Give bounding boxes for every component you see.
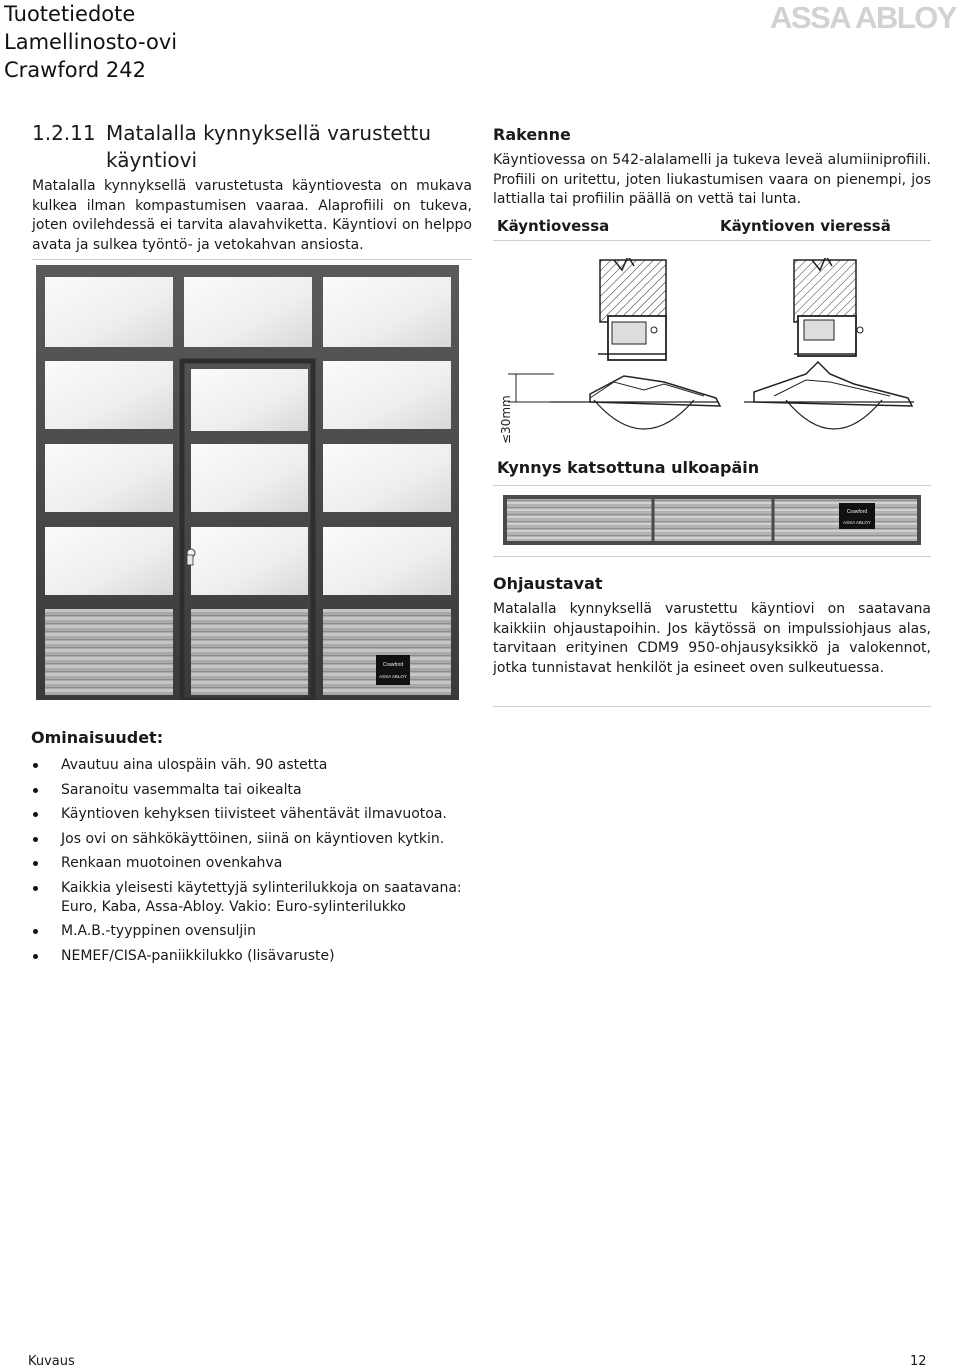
section-right xyxy=(744,258,914,429)
divider xyxy=(493,240,931,241)
glass-panel xyxy=(45,527,173,595)
document-header xyxy=(4,0,177,84)
threshold-cross-section-drawing xyxy=(494,258,934,448)
label-in-door: Käyntiovessa xyxy=(497,217,610,235)
list-item: Kaikkia yleisesti käytettyjä sylinterilukkoja on saatavana: Euro, Kaba, Assa-Abloy. Vakio: Euro-sylinterilukko xyxy=(31,879,491,917)
divider xyxy=(493,485,931,486)
badge-sub-text: ASSA ABLOY xyxy=(843,520,871,525)
brand-logo: ASSA ABLOY xyxy=(770,0,956,35)
brand-badge xyxy=(376,655,410,685)
glass-panel xyxy=(45,277,173,347)
list-item: Käyntioven kehyksen tiivisteet vähentävät ilmavuotoa. xyxy=(31,805,491,824)
glass-panel xyxy=(323,277,451,347)
glass-panel xyxy=(191,444,308,512)
section-heading xyxy=(32,120,452,174)
threshold-photo xyxy=(503,495,921,545)
divider xyxy=(493,706,931,707)
header-title: Tuotetiedote xyxy=(4,2,136,26)
glass-panel xyxy=(45,361,173,429)
glass-panel xyxy=(184,277,312,347)
label-next-to-door: Käyntioven vieressä xyxy=(720,217,891,235)
list-item: Jos ovi on sähkökäyttöinen, siinä on käyntioven kytkin. xyxy=(31,830,491,849)
list-item: Renkaan muotoinen ovenkahva xyxy=(31,854,491,873)
badge-brand-text: Crawford xyxy=(846,509,868,515)
section-left xyxy=(550,258,720,429)
section-number: 1.2.11 xyxy=(32,121,96,145)
dimension-label: ≤30mm xyxy=(499,395,513,444)
badge-brand-text: Crawford xyxy=(382,662,404,668)
header-product: Lamellinosto-ovi xyxy=(4,30,178,54)
lamella-panel xyxy=(191,609,308,695)
divider xyxy=(493,556,931,557)
page-number: 12 xyxy=(910,1354,927,1369)
door-lock-icon xyxy=(187,555,193,565)
glass-panel xyxy=(323,527,451,595)
features-heading: Ominaisuudet: xyxy=(31,728,164,747)
lamella-panel xyxy=(45,609,173,695)
intro-paragraph: Matalalla kynnyksellä varustetusta käyntiovesta on mukava kulkea ilman kompastumisen vaaraa. Alaprofiili on tukeva, joten ovilehdessä ei tarvita alavahviketta. Käyntiovi on helppo avata ja sulkea työntö- ja vetokahvan ansiosta. xyxy=(32,178,472,253)
glass-panel xyxy=(45,444,173,512)
ohjaus-paragraph: Matalalla kynnyksellä varustettu käyntiovi on saatavana kaikkiin ohjaustapoihin. Jos käytössä on impulssiohjaus alas, tarvitaan erityinen CDM9 950-ohjausyksikkö ja valokennot, jotka tunnistavat henkilöt ja esineet oven sulkeutuessa. xyxy=(493,601,931,676)
section-title-line1: Matalalla kynnyksellä varustettu xyxy=(106,121,431,145)
list-item: Saranoitu vasemmalta tai oikealta xyxy=(31,781,491,800)
glass-panel xyxy=(191,369,308,431)
glass-panel xyxy=(323,361,451,429)
list-item: Avautuu aina ulospäin väh. 90 astetta xyxy=(31,756,491,775)
rakenne-paragraph: Käyntiovessa on 542-alalamelli ja tukeva leveä alumiiniprofiili. Profiili on uritettu, joten liukastumisen vaara on pienempi, jos lattialla tai profiilin päällä on vettä tai lunta. xyxy=(493,152,931,207)
list-item: M.A.B.-tyyppinen ovensuljin xyxy=(31,922,491,941)
door-illustration xyxy=(36,265,459,700)
kynnys-heading: Kynnys katsottuna ulkoapäin xyxy=(497,458,760,477)
glass-panel xyxy=(323,444,451,512)
ohjaus-heading: Ohjaustavat xyxy=(493,574,603,593)
glass-panel xyxy=(191,527,308,595)
badge-sub-text: ASSA ABLOY xyxy=(379,674,407,679)
header-model: Crawford 242 xyxy=(4,58,146,82)
features-list xyxy=(31,756,491,971)
list-item: NEMEF/CISA-paniikkilukko (lisävaruste) xyxy=(31,947,491,966)
divider xyxy=(32,259,472,260)
section-title-line2: käyntiovi xyxy=(106,148,198,172)
footer-label: Kuvaus xyxy=(28,1354,75,1369)
rakenne-heading: Rakenne xyxy=(493,125,571,144)
